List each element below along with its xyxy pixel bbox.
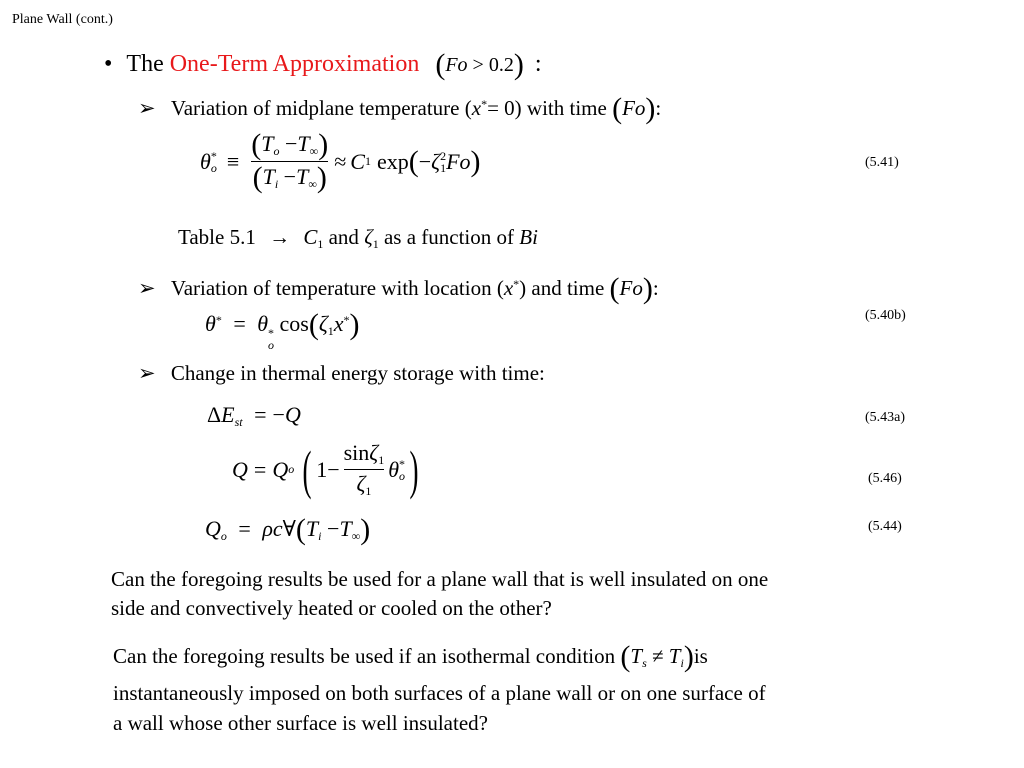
arrow-bullet-icon: ➢ [138,361,156,385]
equation-5-40b: θ* = θ * o $\cos(\zeta_1x^*)$ [205,308,360,352]
temperature-ratio-fraction: $\frac{(T_o -T_\infty)}{(T_i -T_\infty)}$ [251,128,329,194]
equation-number-5-44: (5.44) [868,519,902,534]
question-insulated-wall: Can the foregoing results be used for a plane wall that is well insulated on one side and convectively heated or cooled on the other? [111,567,769,620]
page-title: Plane Wall (cont.) [12,12,113,27]
bullet-highlight: One-Term Approximation [169,51,420,77]
arrow-bullet-icon: ➢ [138,96,156,120]
sub-bullet-midplane: ➢ Variation of midplane temperature (x*= 0) with time (Fo): [138,92,662,125]
question-isothermal-condition: Can the foregoing results be used if an isothermal condition $(T_s \ne T_i)is$ instantaneously imposed on both surfaces of a plane wall or on one surface of a wall whose other surface is well insulated? [113,640,766,735]
equation-5-43a: $\Delta E_{st} = -Q$ [207,402,301,429]
equation-number-5-46: (5.46) [868,471,902,486]
equation-5-44: $Q_o$ = $\rho c\forall(T_i -T_\infty)$ [205,513,371,546]
bullet-suffix: : [534,51,542,77]
fo-condition: (Fo > 0.2) [435,48,524,81]
equation-5-41: θ * o ≡ $\frac{(T_o -T_\infty)}{(T_i -T_\infty)}$ ≈ C 1 exp ( − ζ 2 1 Fo ) [200,128,481,194]
equation-number-5-40b: (5.40b) [865,308,906,323]
sub-bullet-energy-storage: ➢ Change in thermal energy storage with time: [138,361,545,385]
equation-number-5-43a: (5.43a) [865,410,906,425]
equation-number-5-41: (5.41) [865,155,899,170]
bullet-dot: • [104,51,113,77]
equation-5-46: Q = Q o ( 1 − $\frac{\sin\zeta_1}{\zeta_1}$ θ * o ) [232,439,419,500]
bullet-prefix: The [126,51,164,77]
sin-zeta-fraction: $\frac{\sin\zeta_1}{\zeta_1}$ [343,440,385,498]
fo-paren: (Fo) [609,272,653,305]
sub-bullet-location: ➢ Variation of temperature with location (x*) and time (Fo): [138,272,659,305]
table-reference: Table $5.1 \to C_1$ and $\zeta_1$ as a function of Bi [178,225,538,251]
main-bullet [104,50,542,80]
arrow-bullet-icon: ➢ [138,276,156,300]
fo-paren: (Fo) [612,92,656,125]
ts-neq-ti: $(T_s \ne T_i)$ [620,640,694,673]
